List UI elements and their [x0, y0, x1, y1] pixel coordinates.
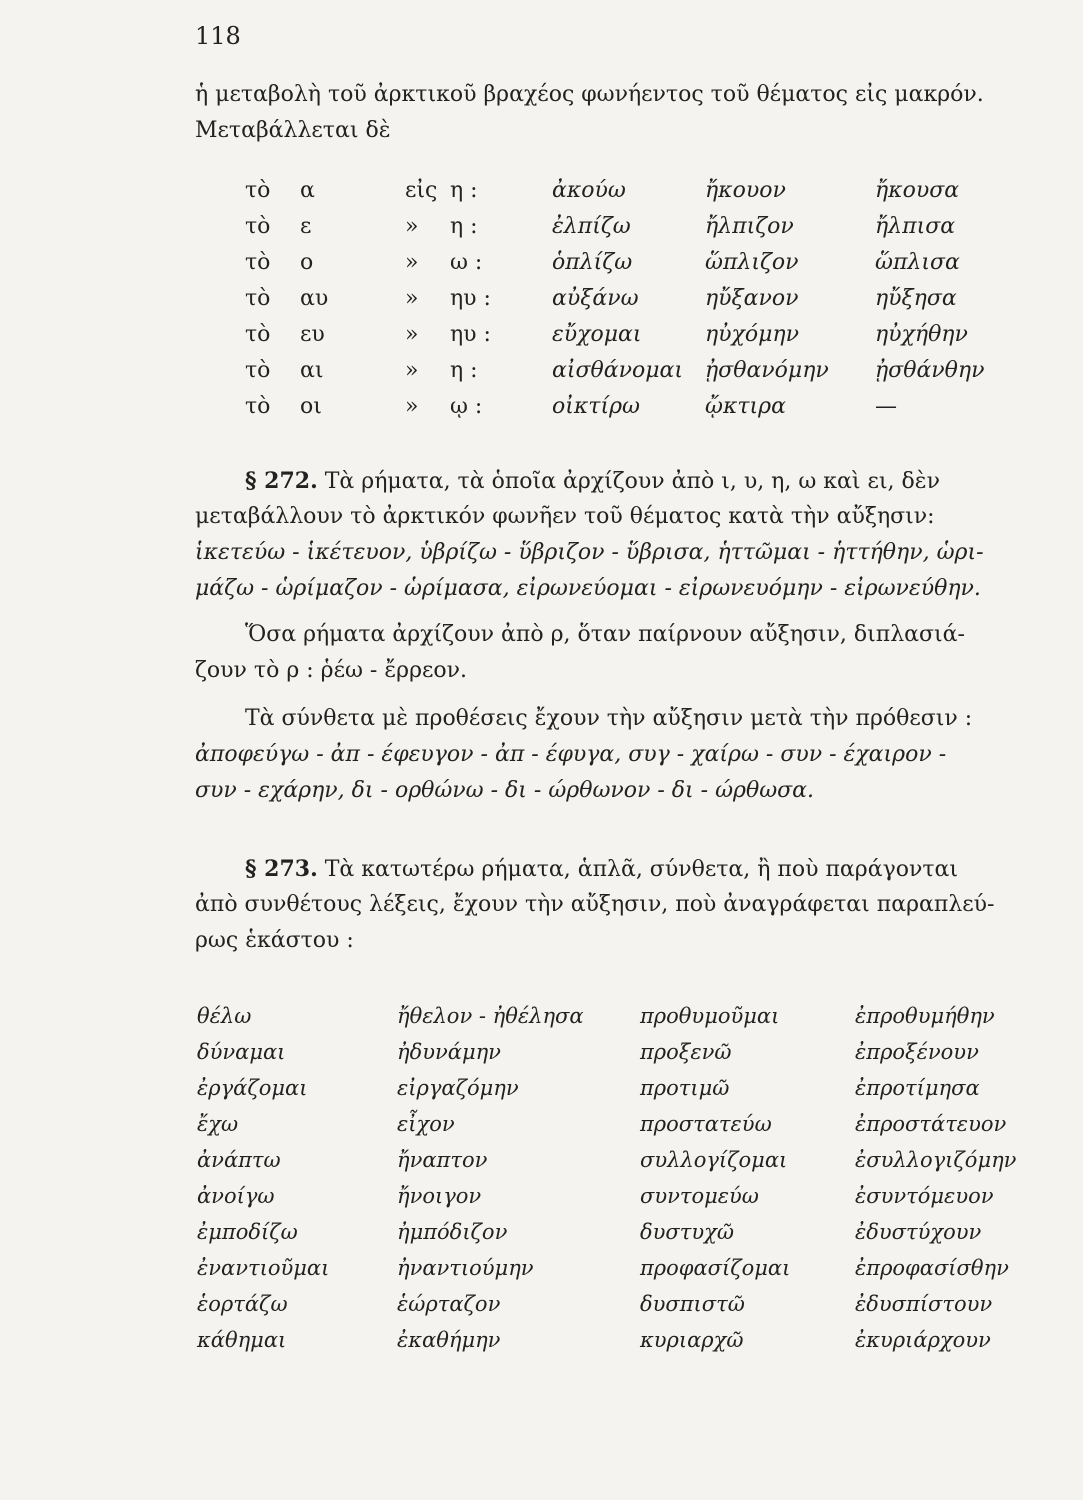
vowel-table-cell-from: αυ	[300, 286, 329, 311]
verb-table-cell: ἑώρταζον	[397, 1292, 501, 1316]
verb-table-cell: ἐπροξένουν	[855, 1040, 979, 1064]
verb-table-cell: συντομεύω	[640, 1184, 759, 1208]
verb-table-cell: ἑορτάζω	[197, 1292, 288, 1316]
vowel-table-row	[0, 394, 1083, 430]
vowel-table-cell-v1: αὐξάνω	[552, 286, 639, 311]
verb-table-cell: ἐπροστάτευον	[855, 1112, 1007, 1136]
verb-table-row	[0, 1184, 1083, 1220]
vowel-table-cell-v1: αἰσθάνομαι	[552, 358, 684, 383]
verb-table-cell: ἐναντιοῦμαι	[197, 1256, 330, 1280]
verb-table-row	[0, 1040, 1083, 1076]
vowel-table-cell-from: ο	[300, 250, 314, 275]
verb-table-row	[0, 1328, 1083, 1364]
verb-table-cell: προφασίζομαι	[640, 1256, 791, 1280]
vowel-table-cell-from: α	[300, 178, 315, 203]
vowel-table-cell-v3: ἤλπισα	[875, 214, 956, 239]
sec272-line-5: Ὅσα ρήματα ἀρχίζουν ἀπὸ ρ, ὅταν παίρνουν αὔξησιν, διπλασιά-	[245, 622, 965, 647]
vowel-table-cell-eis: »	[405, 322, 419, 347]
verb-table-cell: δύναμαι	[197, 1040, 286, 1064]
sec272-text-1: Τὰ ρήματα, τὰ ὁποῖα ἀρχίζουν ἀπὸ ι, υ, η, ω καὶ ει, δὲν	[324, 469, 940, 494]
verb-table-cell: ἐδυσπίστουν	[855, 1292, 993, 1316]
vowel-table-cell-to: ω :	[450, 250, 483, 275]
verb-table-row	[0, 1004, 1083, 1040]
verb-table-cell: ἐπροθυμήθην	[855, 1004, 995, 1028]
verb-table-cell: ἐκυριάρχουν	[855, 1328, 991, 1352]
verb-table-cell: εἰργαζόμην	[397, 1076, 519, 1100]
verb-table-row	[0, 1256, 1083, 1292]
vowel-table-cell-article: τὸ	[245, 214, 271, 239]
vowel-table-row	[0, 322, 1083, 358]
vowel-table-cell-eis: εἰς	[405, 178, 438, 203]
vowel-table-cell-v1: ἀκούω	[552, 178, 626, 203]
vowel-table-row	[0, 250, 1083, 286]
vowel-table-cell-v2: ᾤκτιρα	[705, 394, 786, 419]
verb-table-cell: δυσπιστῶ	[640, 1292, 745, 1316]
vowel-table-cell-article: τὸ	[245, 322, 271, 347]
vowel-table-cell-v2: ηὐχόμην	[705, 322, 799, 347]
verb-table-cell: κυριαρχῶ	[640, 1328, 744, 1352]
verb-table-cell: προθυμοῦμαι	[640, 1004, 780, 1028]
sec272-line-7: Τὰ σύνθετα μὲ προθέσεις ἔχουν τὴν αὔξησιν μετὰ τὴν πρόθεσιν :	[245, 706, 973, 731]
sec272-line-4: μάζω - ὡρίμαζον - ὡρίμασα, εἰρωνεύομαι - εἰρωνευόμην - εἰρωνεύθην.	[195, 576, 981, 601]
sec273-line-2: ἀπὸ συνθέτους λέξεις, ἔχουν τὴν αὔξησιν, ποὺ ἀναγράφεται παραπλεύ-	[195, 892, 995, 917]
vowel-table-cell-to: η :	[450, 178, 478, 203]
vowel-table-row	[0, 214, 1083, 250]
verb-table-cell: δυστυχῶ	[640, 1220, 734, 1244]
sec272-line-2: μεταβάλλουν τὸ ἀρκτικόν φωνῆεν τοῦ θέματος κατὰ τὴν αὔξησιν:	[195, 504, 935, 529]
verb-table-cell: εἶχον	[397, 1112, 455, 1136]
vowel-table-cell-article: τὸ	[245, 286, 271, 311]
verb-table-cell: ἤθελον - ἠθέλησα	[397, 1004, 584, 1028]
section-number-273: § 273.	[245, 856, 318, 882]
verb-table-cell: προξενῶ	[640, 1040, 732, 1064]
page-number: 118	[195, 22, 241, 50]
sec272-line-3: ἱκετεύω - ἱκέτευον, ὑβρίζω - ὕβριζον - ὕβρισα, ἡττῶμαι - ἡττήθην, ὡρι-	[195, 540, 984, 565]
vowel-table-cell-to: ηυ :	[450, 286, 491, 311]
section-number-272: § 272.	[245, 468, 318, 494]
vowel-table-cell-article: τὸ	[245, 358, 271, 383]
vowel-table-cell-v1: ὁπλίζω	[552, 250, 633, 275]
vowel-table-row	[0, 358, 1083, 394]
verb-table-row	[0, 1112, 1083, 1148]
verb-table-row	[0, 1076, 1083, 1112]
vowel-table-cell-v1: εὔχομαι	[552, 322, 642, 347]
verb-table-row	[0, 1220, 1083, 1256]
verb-table-cell: ἠμπόδιζον	[397, 1220, 508, 1244]
vowel-table-cell-v3: ηὔξησα	[875, 286, 957, 311]
sec272-line-9: συν - εχάρην, δι - ορθώνω - δι - ώρθωνον - δι - ώρθωσα.	[195, 778, 815, 803]
verb-table-cell: ἀνοίγω	[197, 1184, 275, 1208]
sec273-line-1	[245, 856, 1035, 882]
vowel-table-cell-article: τὸ	[245, 250, 271, 275]
vowel-table-cell-v3: ἤκουσα	[875, 178, 960, 203]
vowel-table-cell-v3: ηὐχήθην	[875, 322, 968, 347]
vowel-table-cell-v2: ᾐσθανόμην	[705, 358, 829, 383]
verb-table-cell: ἐμποδίζω	[197, 1220, 298, 1244]
verb-table-cell: προστατεύω	[640, 1112, 772, 1136]
verb-table-cell: προτιμῶ	[640, 1076, 730, 1100]
vowel-table-row	[0, 178, 1083, 214]
vowel-table-cell-v3: ᾐσθάνθην	[875, 358, 985, 383]
verb-table-cell: θέλω	[197, 1004, 252, 1028]
verb-table-cell: ἠναντιούμην	[397, 1256, 534, 1280]
vowel-table-cell-v2: ἤλπιζον	[705, 214, 794, 239]
verb-table-cell: ἐσυντόμευον	[855, 1184, 994, 1208]
vowel-table-cell-to: η :	[450, 358, 478, 383]
sec272-line-6: ζουν τὸ ρ : ῥέω - ἔρρεον.	[195, 658, 468, 683]
vowel-table-cell-from: ευ	[300, 322, 325, 347]
verb-table-cell: ἀνάπτω	[197, 1148, 281, 1172]
vowel-table-cell-article: τὸ	[245, 178, 271, 203]
verb-table-cell: ἐπροφασίσθην	[855, 1256, 1009, 1280]
vowel-table-cell-eis: »	[405, 358, 419, 383]
verb-table-row	[0, 1148, 1083, 1184]
vowel-table-cell-from: ε	[300, 214, 312, 239]
vowel-table-cell-to: ῳ :	[450, 394, 483, 419]
vowel-table-cell-v3: ὥπλισα	[875, 250, 960, 275]
intro-line-1: ἡ μεταβολὴ τοῦ ἀρκτικοῦ βραχέος φωνήεντος τοῦ θέματος εἰς μακρόν.	[195, 82, 984, 107]
vowel-table-cell-v2: ἤκουον	[705, 178, 786, 203]
sec273-line-3: ρως ἑκάστου :	[195, 928, 354, 953]
vowel-table-cell-from: αι	[300, 358, 324, 383]
verb-table-cell: ἐδυστύχουν	[855, 1220, 982, 1244]
sec272-line-1	[245, 468, 1035, 494]
vowel-table-cell-to: ηυ :	[450, 322, 491, 347]
verb-table-cell: ἤνοιγον	[397, 1184, 482, 1208]
verb-table-cell: κάθημαι	[197, 1328, 287, 1352]
vowel-table-cell-from: οι	[300, 394, 322, 419]
verb-table-cell: ἐκαθήμην	[397, 1328, 501, 1352]
intro-line-2: Μεταβάλλεται δὲ	[195, 118, 391, 143]
vowel-table-cell-eis: »	[405, 286, 419, 311]
verb-table-cell: ἐργάζομαι	[197, 1076, 308, 1100]
verb-table-cell: ἤναπτον	[397, 1148, 488, 1172]
vowel-table-cell-v3: —	[875, 394, 897, 419]
verb-table-cell: ἐπροτίμησα	[855, 1076, 980, 1100]
vowel-table-cell-article: τὸ	[245, 394, 271, 419]
vowel-table-cell-eis: »	[405, 214, 419, 239]
verb-table-cell: ἐσυλλογιζόμην	[855, 1148, 1017, 1172]
verb-table-row	[0, 1292, 1083, 1328]
sec272-line-8: ἀποφεύγω - ἀπ - έφευγον - ἀπ - έφυγα, συγ - χαίρω - συν - έχαιρον -	[195, 742, 947, 767]
vowel-table-cell-to: η :	[450, 214, 478, 239]
vowel-table-cell-eis: »	[405, 250, 419, 275]
vowel-table-cell-v1: ἐλπίζω	[552, 214, 631, 239]
vowel-table-cell-v1: οἰκτίρω	[552, 394, 640, 419]
vowel-table-row	[0, 286, 1083, 322]
sec273-text-1: Τὰ κατωτέρω ρήματα, ἁπλᾶ, σύνθετα, ἢ ποὺ παράγονται	[324, 857, 959, 882]
vowel-table-cell-v2: ηὔξανον	[705, 286, 799, 311]
verb-table-cell: ἠδυνάμην	[397, 1040, 501, 1064]
verb-table-cell: ἔχω	[197, 1112, 239, 1136]
vowel-table-cell-eis: »	[405, 394, 419, 419]
verb-table-cell: συλλογίζομαι	[640, 1148, 788, 1172]
vowel-table-cell-v2: ὥπλιζον	[705, 250, 799, 275]
